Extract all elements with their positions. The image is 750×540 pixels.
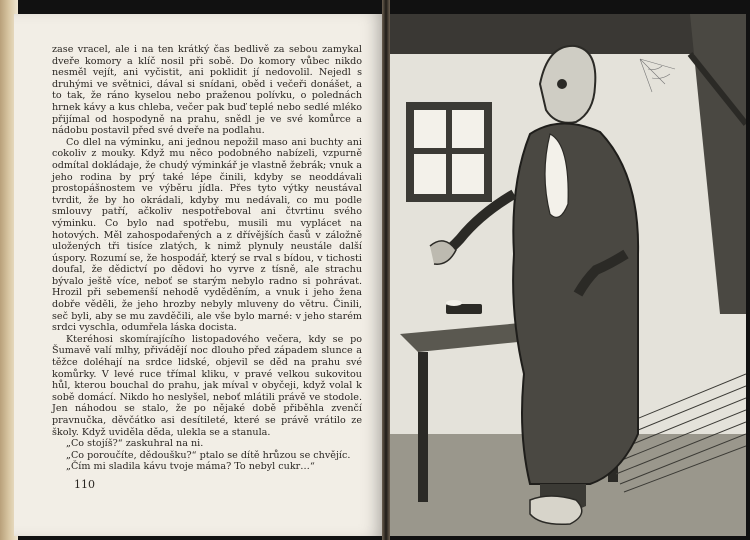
- paragraph: Co dlel na výminku, ani jednou nepožil maso ani buchty ani cokoliv z mouky. Když mu něco podobného nabízeli, vzpurně odmítal dokládaje, že chudý výminkář je vlastně žebrák; vnuk a jeho rodina by prý také lépe činili, kdyby se neoddávali prostopášnostem ve výběru jídla. Přes tyto výtky neustával tvrdit, že by ho okrádali, kdyby mu nedávali, co mu podle smlouvy patří, ačkoliv nespotřeboval ani čtvrtinu svého výminku. Co bylo nad spotřebu, musili mu vyplácet na hotových. Měl zahospodařených a z dřívějších časů v záložně uložených tři tisíce zlatých, k nimž plynuly neustále další úspory. Rozumí se, že hospodář, který se rval s bídou, v tichosti doufal, že dědictví po dědovi ho vyrve z tísně, ale strachu bývalo ještě více, neboť se starým nebylo radno si pohrávat. Hrozil při sebemenší nehodě vyděděním, a vnuk i jeho žena dobře věděli, že jeho hrozby nebyly mluveny do větru. Činili, seč byli, aby se mu zavděčili, ale vše bylo marné: v jeho starém srdci vyschla, odumřela láska docista.: [52, 136, 362, 334]
- paragraph: Kteréhosi skomírajícího listopadového večera, kdy se po Šumavě valí mlhy, přivádějí noc dlouho před západem slunce a těžce doléhají na srdce lidské, objevil se děd na prahu své komůrky. V levé ruce třímal kliku, v pravé velkou sukovitou hůl, kterou bouchal do prahu, jak míval v obyčeji, když volal k sobě domácí. Nikdo ho neslyšel, neboť mlátili právě ve stodole. Jen náhodou se stalo, že po nějaké době přiběhla zvenčí pravnučka, děvčátko asi desítileté, které se právě vrátilo ze školy. Když uviděla děda, ulekla se a stanula.: [52, 333, 362, 438]
- old-man-illustration: [390, 14, 746, 536]
- body-text: [52, 44, 362, 473]
- window: [406, 102, 492, 202]
- book-spine: [382, 0, 390, 540]
- dialogue-line: „Čím mi sladila kávu tvoje máma? To nebyl cukr…“: [66, 461, 315, 473]
- dialogue-line: „Co stojíš?“ zaskuhral na ni.: [66, 438, 204, 450]
- dialogue-line: „Co poroučíte, dědoušku?“ ptalo se dítě hrůzou se chvějíc.: [66, 449, 351, 461]
- paragraph: zase vracel, ale i na ten krátký čas bedlivě za sebou zamykal dveře komory a klíč nosil při sobě. Do komory vůbec nikdo nesměl vejít, ani vyčistit, ani poklidit jí nedovolil. Nejedl s druhými ve světnici, dával si snídani, oběd i večeři donášet, a to tak, že ráno kyselou nebo praženou polívku, o polednách hrnek kávy a kus chleba, večer pak buď teplé nebo sedlé mléko přijímal od hospodyně na prahu, snědl je ve své komůrce a nádobu postavil před své dveře na podlahu.: [52, 44, 362, 137]
- right-page: [390, 14, 746, 536]
- page-number: 110: [74, 478, 95, 491]
